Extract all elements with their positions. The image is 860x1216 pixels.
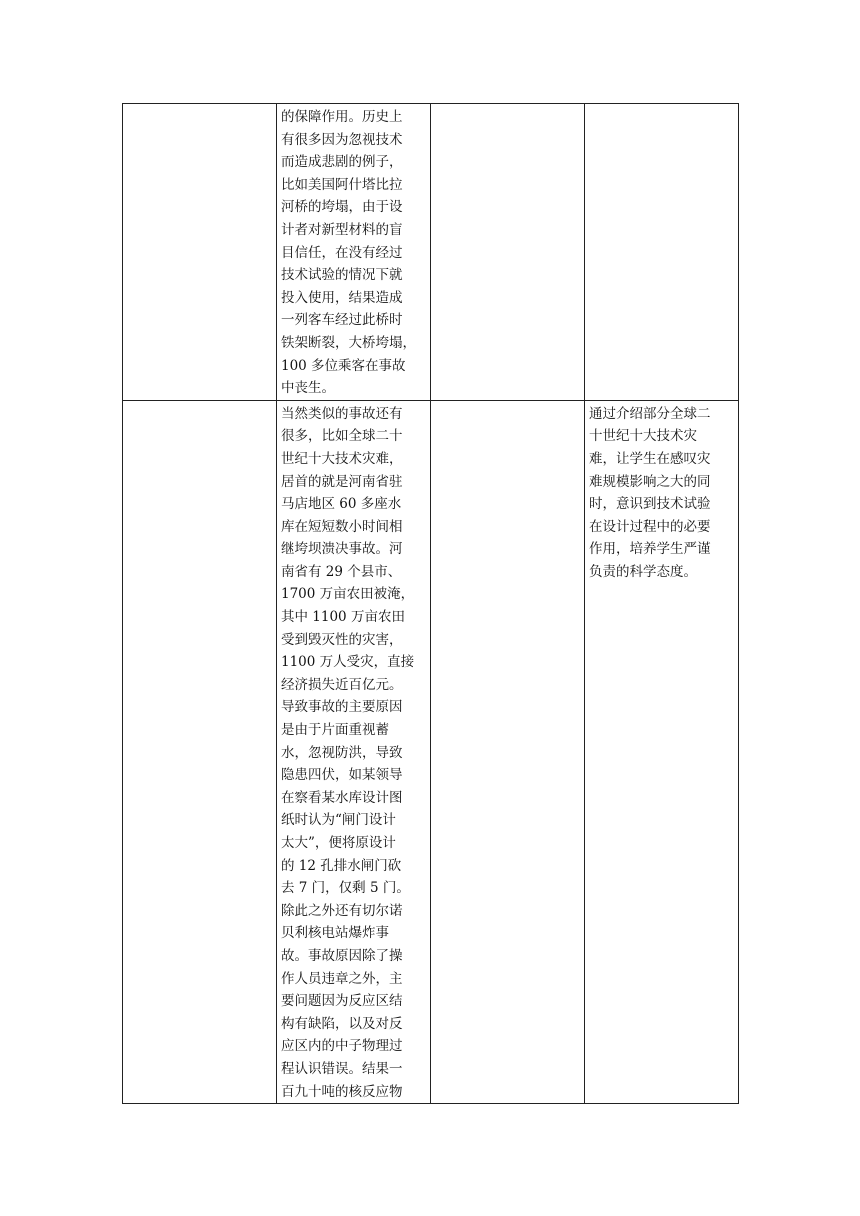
text-line: 太大”，便将原设计: [281, 835, 396, 851]
text-line: 居首的就是河南省驻: [281, 473, 403, 490]
text-line: 水，忽视防洪，导致: [281, 744, 403, 761]
text-line: 计者对新型材料的盲: [281, 221, 403, 238]
cell-content: [277, 104, 431, 401]
text-line: 目信任，在没有经过: [281, 244, 403, 261]
text-line: 继垮坝溃决事故。河: [281, 541, 403, 558]
text-line: 而造成悲剧的例子，: [281, 154, 403, 171]
text-line: 其中 1100 万亩农田: [281, 609, 405, 626]
text-line: 100 多位乘客在事故: [281, 357, 406, 374]
table-row: [123, 400, 739, 1103]
text-line: 作用，培养学生严谨: [589, 541, 711, 558]
text-line: 去 7 门，仅剩 5 门。: [281, 880, 410, 897]
cell-content: [277, 400, 431, 1103]
text-line: 贝利核电站爆炸事: [281, 925, 389, 942]
text-line: 马店地区 60 多座水: [281, 496, 402, 513]
text-line: 的保障作用。历史上: [281, 109, 403, 125]
text-line: 投入使用，结果造成: [281, 289, 403, 306]
text-line: 难，让学生在感叹灾: [589, 450, 711, 467]
text-line: 南省有 29 个县市、: [281, 563, 402, 580]
text-line: 一列客车经过此桥时: [281, 312, 403, 329]
text-line: 程认识错误。结果一: [281, 1060, 403, 1077]
text-line: 铁架断裂，大桥垮塌，: [281, 334, 416, 351]
text-line: 河桥的垮塌，由于设: [281, 199, 403, 216]
text-line: 作人员违章之外，主: [281, 970, 403, 987]
text-line: 1700 万亩农田被淹，: [281, 586, 415, 603]
cell-col3: [431, 400, 585, 1103]
text-line: 技术试验的情况下就: [281, 267, 403, 284]
cell-purpose: [585, 104, 739, 401]
text-line: 经济损失近百亿元。: [281, 676, 403, 693]
text-line: 纸时认为“闸门设计: [281, 812, 396, 829]
text-line: 负责的科学态度。: [589, 563, 697, 580]
cell-purpose: [585, 400, 739, 1103]
text-line: 构有缺陷，以及对反: [281, 1015, 403, 1032]
text-line: 通过介绍部分全球二: [589, 405, 711, 422]
text-line: 时，意识到技术试验: [589, 496, 711, 513]
text-line: 比如美国阿什塔比拉: [281, 176, 403, 193]
text-line: 是由于片面重视蓄: [281, 722, 389, 739]
text-line: 导致事故的主要原因: [281, 699, 403, 716]
text-line: 在设计过程中的必要: [589, 518, 711, 535]
text-line: 应区内的中子物理过: [281, 1038, 403, 1055]
text-line: 隐患四伏，如某领导: [281, 767, 403, 784]
text-line: 难规模影响之大的同: [589, 473, 711, 490]
lesson-plan-table: [122, 103, 739, 1104]
text-line: 故。事故原因除了操: [281, 947, 403, 964]
text-line: 很多，比如全球二十: [281, 428, 403, 445]
text-line: 百九十吨的核反应物: [281, 1083, 403, 1100]
text-line: 世纪十大技术灾难，: [281, 450, 403, 467]
text-line: 在察看某水库设计图: [281, 789, 403, 806]
text-line: 有很多因为忽视技术: [281, 131, 403, 148]
text-line: 除此之外还有切尔诺: [281, 902, 403, 919]
text-line: 的 12 孔排水闸门砍: [281, 857, 402, 874]
text-line: 当然类似的事故还有: [281, 405, 403, 422]
table-row: [123, 104, 739, 401]
cell-col3: [431, 104, 585, 401]
text-line: 中丧生。: [281, 380, 335, 397]
text-line: 要问题因为反应区结: [281, 993, 403, 1010]
text-line: 库在短短数小时间相: [281, 518, 403, 535]
cell-col1: [123, 400, 277, 1103]
text-line: 受到毁灭性的灾害，: [281, 631, 403, 648]
cell-col1: [123, 104, 277, 401]
text-line: 十世纪十大技术灾: [589, 428, 697, 445]
text-line: 1100 万人受灾，直接: [281, 654, 415, 671]
